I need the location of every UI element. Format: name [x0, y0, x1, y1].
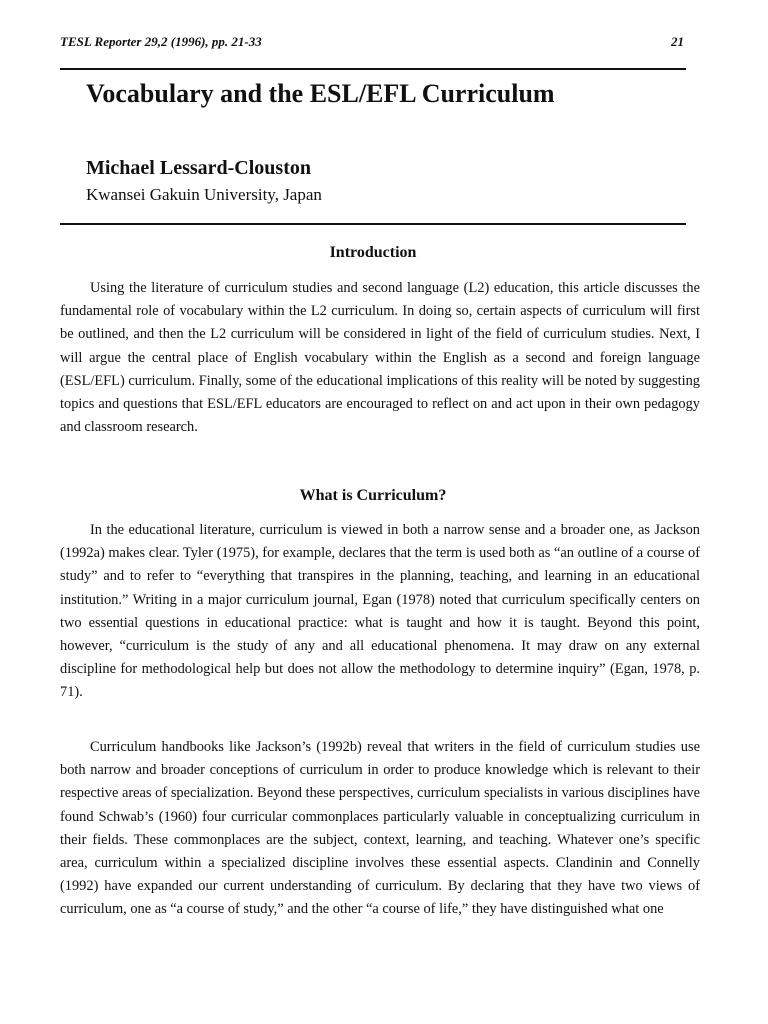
- curriculum-paragraph-1: In the educational literature, curriculum is viewed in both a narrow sense and a broader one, as Jackson (1992a) makes clear. Tyler (1975), for example, declares that the term is used both as “an outline of a course of study” and to refer to “everything that transpires in the planning, teaching, and learning in an educational institution.” Writing in a major curriculum journal, Egan (1978) noted that curriculum specifically centers on two essential questions in educational practice: what is taught and how it is taught. Beyond this point, however, “curriculum is the study of any and all educational phenomena. It may draw on any external discipline for methodological help but does not allow the methodology to determine inquiry” (Egan, 1978, p. 71).: [60, 522, 700, 701]
- journal-reference: TESL Reporter 29,2 (1996), pp. 21-33: [60, 34, 262, 49]
- page-number: 21: [671, 34, 684, 49]
- header-rule: [60, 68, 686, 70]
- introduction-paragraph: Using the literature of curriculum studies and second language (L2) education, this article discusses the fundamental role of vocabulary within the L2 curriculum. In doing so, certain aspects of curriculum will first be outlined, and then the L2 curriculum will be considered in light of the field of curriculum studies. Next, I will argue the central place of English vocabulary within the English as a second and foreign language (ESL/EFL) curriculum. Finally, some of the educational implications of this reality will be noted by suggesting topics and questions that ESL/EFL educators are encouraged to reflect on and act upon in their own pedagogy and classroom research.: [60, 280, 700, 436]
- section-heading-what-is-curriculum: What is Curriculum?: [299, 487, 447, 504]
- article-title: Vocabulary and the ESL/EFL Curriculum: [86, 79, 555, 108]
- author-affiliation: Kwansei Gakuin University, Japan: [86, 185, 322, 204]
- curriculum-paragraph-2: Curriculum handbooks like Jackson’s (1992b) reveal that writers in the field of curriculum studies use both narrow and broader conceptions of curriculum in order to produce knowledge which is relevant to their respective areas of specialization. Beyond these perspectives, curriculum specialists in various disciplines have found Schwab’s (1960) four curricular commonplaces particularly valuable in conceptualizing curriculum in their fields. These commonplaces are the subject, context, learning, and teaching. Whatever one’s specific area, curriculum within a specialized discipline involves these essential aspects. Clandinin and Connelly (1992) have expanded our current understanding of curriculum. By declaring that they have two views of curriculum, one as “a course of study,” and the other “a course of life,” they have distinguished what one: [60, 739, 700, 918]
- running-header: [60, 34, 684, 50]
- title-block-rule: [60, 223, 686, 225]
- section-heading-introduction: Introduction: [329, 244, 417, 261]
- author-name: Michael Lessard-Clouston: [86, 157, 311, 179]
